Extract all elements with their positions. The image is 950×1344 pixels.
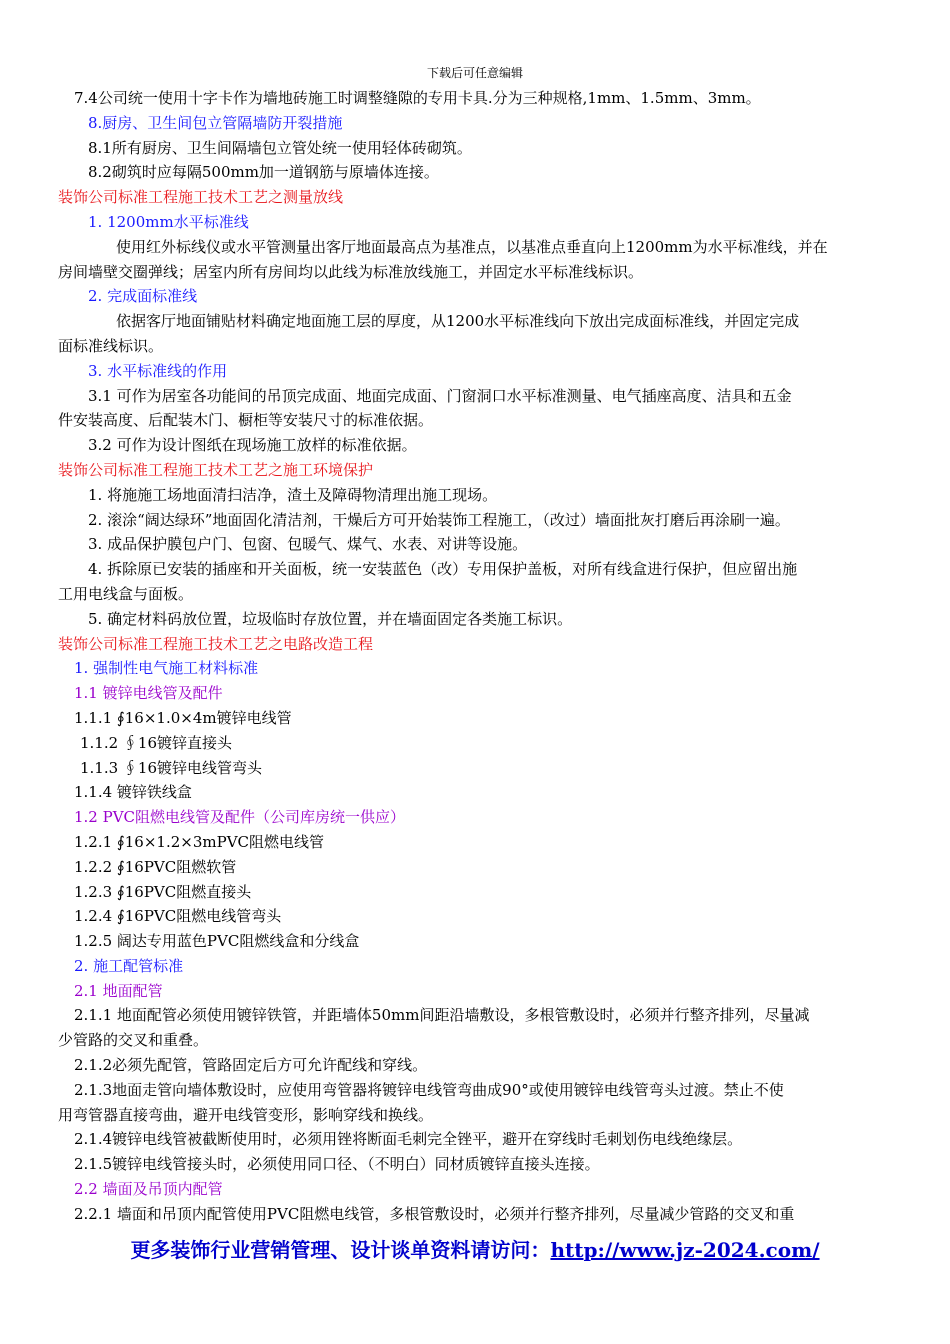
text-line: 1.2 PVC阻燃电线管及配件（公司库房统一供应）	[74, 808, 406, 827]
text-line: 2.1 地面配管	[74, 981, 163, 1000]
text-line: 4. 拆除原已安装的插座和开关面板，统一安装蓝色（改）专用保护盖板，对所有线盒进行保护，但应留出施	[88, 560, 798, 579]
text-line: 2.1.5镀锌电线管接头时，必须使用同口径、（不明白）同材质镀锌直接头连接。	[74, 1155, 600, 1174]
text-line: 装饰公司标准工程施工技术工艺之电路改造工程	[58, 634, 374, 653]
text-line: 7.4公司统一使用十字卡作为墙地砖施工时调整缝隙的专用卡具.分为三种规格,1mm、1.5mm、3mm。	[74, 89, 761, 107]
text-line: 1.2.2 ∮16PVC阻燃软管	[74, 857, 237, 876]
page-header: 下载后可任意编辑	[426, 66, 523, 80]
text-line: 装饰公司标准工程施工技术工艺之施工环境保护	[58, 460, 374, 479]
text-line: 1. 将施施工场地面清扫洁净，渣土及障碍物清理出施工现场。	[88, 485, 498, 504]
text-line: 1.1 镀锌电线管及配件	[74, 684, 223, 703]
text-line: 面标准线标识。	[58, 336, 164, 355]
text-line: 2.2 墙面及吊顶内配管	[74, 1180, 223, 1199]
text-line: 少管路的交叉和重叠。	[58, 1031, 209, 1050]
text-line: 3. 成品保护膜包户门、包窗、包暖气、煤气、水表、对讲等设施。	[88, 535, 528, 554]
text-line: 工用电线盒与面板。	[58, 584, 194, 603]
text-line: 房间墙壁交圈弹线；居室内所有房间均以此线为标准放线施工，并固定水平标准线标识。	[58, 262, 644, 281]
text-line: 使用红外标线仪或水平管测量出客厅地面最高点为基准点，以基准点垂直向上1200mm为水平标准线，并在	[116, 237, 828, 256]
page-footer	[0, 1236, 950, 1264]
document-body	[58, 86, 908, 1227]
text-line: 依据客厅地面铺贴材料确定地面施工层的厚度，从1200水平标准线向下放出完成面标准线，并固定完成	[116, 312, 800, 331]
text-line: 3.2 可作为设计图纸在现场施工放样的标准依据。	[88, 436, 417, 455]
text-line: 2.1.4镀锌电线管被截断使用时，必须用锉将断面毛刺完全锉平，避开在穿线时毛刺划伤电线绝缘层。	[74, 1130, 743, 1149]
text-line: 2.1.3地面走管向墙体敷设时，应使用弯管器将镀锌电线管弯曲成90°或使用镀锌电线管弯头过渡。禁止不使	[74, 1080, 784, 1099]
text-line: 2. 施工配管标准	[74, 956, 184, 975]
text-line: 5. 确定材料码放位置，垃圾临时存放位置，并在墙面固定各类施工标识。	[88, 609, 573, 628]
text-line: 8.厨房、卫生间包立管隔墙防开裂措施	[88, 113, 343, 132]
text-line: 件安装高度、后配装木门、橱柜等安装尺寸的标准依据。	[58, 411, 434, 430]
text-line: 1.1.1 ∮16×1.0×4m镀锌电线管	[74, 708, 292, 727]
text-line: 1.2.3 ∮16PVC阻燃直接头	[74, 882, 252, 901]
text-line: 2. 滚涂“阔达绿环”地面固化清洁剂，干燥后方可开始装饰工程施工，（改过）墙面批灰打磨后再涂刷一遍。	[88, 510, 790, 529]
text-line: 2.1.1 地面配管必须使用镀锌铁管，并距墙体50mm间距沿墙敷设，多根管敷设时，必须并行整齐排列，尽量减	[74, 1006, 810, 1025]
text-line: 1.1.4 镀锌铁线盒	[74, 783, 192, 802]
text-line: 1. 强制性电气施工材料标准	[74, 659, 259, 678]
text-line: 2.2.1 墙面和吊顶内配管使用PVC阻燃电线管，多根管敷设时，必须并行整齐排列，尽量减少管路的交叉和重	[74, 1204, 795, 1223]
text-line: 3. 水平标准线的作用	[88, 361, 228, 380]
text-line: 1.2.5 阔达专用蓝色PVC阻燃线盒和分线盒	[74, 932, 360, 951]
footer-link[interactable]: http://www.jz-2024.com/	[550, 1238, 820, 1262]
text-line: 2.1.2必须先配管，管路固定后方可允许配线和穿线。	[74, 1056, 428, 1075]
text-line: 3.1 可作为居室各功能间的吊顶完成面、地面完成面、门窗洞口水平标准测量、电气插座高度、洁具和五金	[88, 386, 792, 405]
text-line: 1.1.3 ∮16镀锌电线管弯头	[80, 758, 263, 777]
text-line: 2. 完成面标准线	[88, 287, 198, 306]
text-line: 1.2.1 ∮16×1.2×3mPVC阻燃电线管	[74, 832, 324, 851]
text-line: 1.1.2 ∮16镀锌直接头	[80, 733, 233, 752]
text-line: 装饰公司标准工程施工技术工艺之测量放线	[58, 188, 344, 207]
text-line: 1.2.4 ∮16PVC阻燃电线管弯头	[74, 907, 282, 926]
text-line: 8.1所有厨房、卫生间隔墙包立管处统一使用轻体砖砌筑。	[88, 138, 472, 157]
text-line: 1. 1200mm水平标准线	[88, 212, 249, 231]
footer-text: 更多装饰行业营销管理、设计谈单资料请访问：	[130, 1238, 551, 1262]
text-line: 用弯管器直接弯曲，避开电线管变形，影响穿线和换线。	[58, 1105, 434, 1124]
text-line: 8.2砌筑时应每隔500mm加一道钢筋与原墙体连接。	[88, 163, 439, 182]
